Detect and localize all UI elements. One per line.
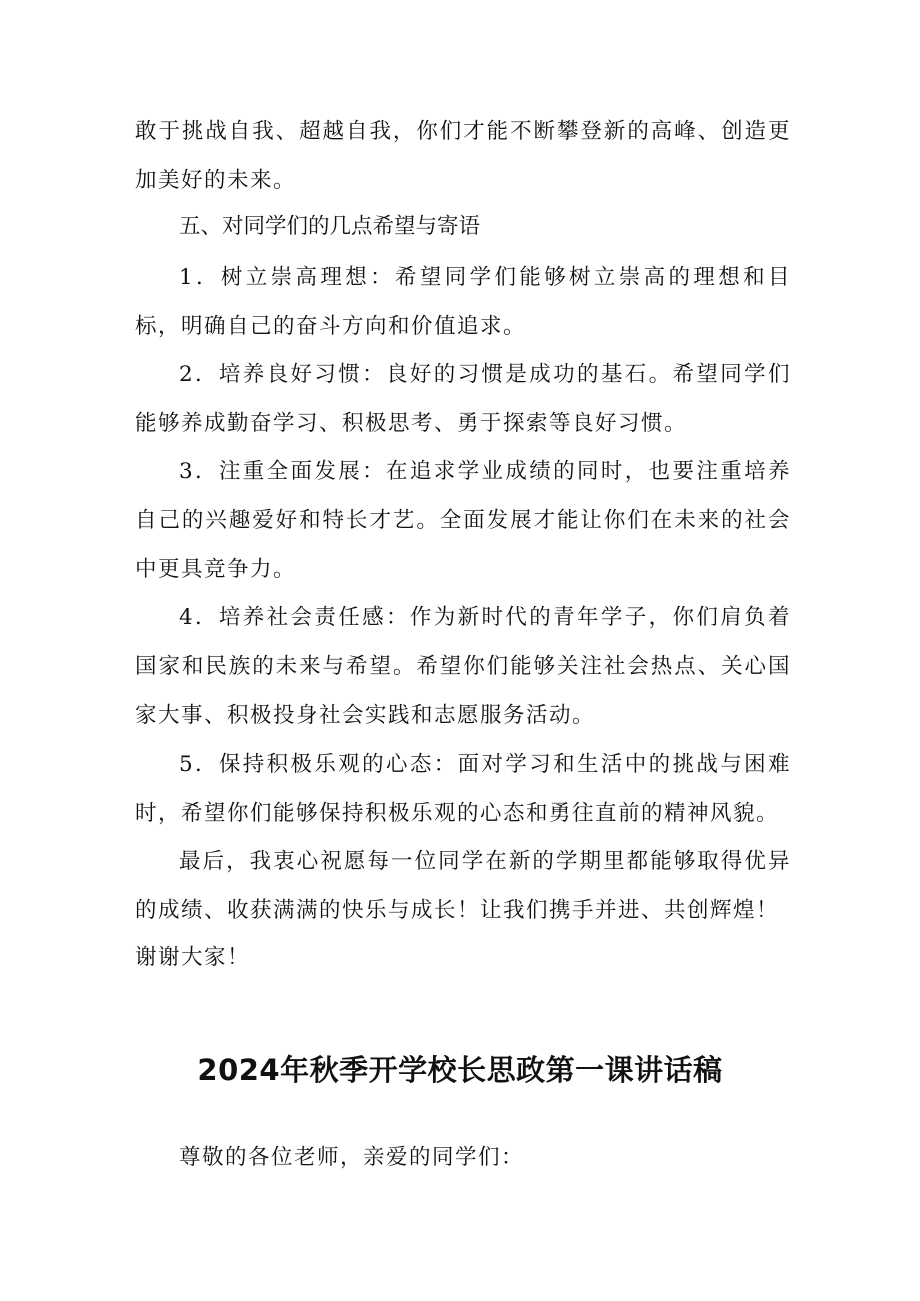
speech-title: 2024年秋季开学校长思政第一课讲话稿 — [197, 1053, 723, 1087]
list-item-4: 4．培养社会责任感：作为新时代的青年学子，你们肩负着国家和民族的未来与希望。希望你们能够关注社会热点、关心国家大事、积极投身社会实践和志愿服务活动。 — [135, 605, 791, 728]
section-heading: 五、对同学们的几点希望与寄语 — [179, 214, 481, 239]
closing-paragraph: 最后，我衷心祝愿每一位同学在新的学期里都能够取得优异的成绩、收获满满的快乐与成长！让我们携手并进、共创辉煌！ — [135, 849, 791, 923]
list-item-5: 5．保持积极乐观的心态：面对学习和生活中的挑战与困难时，希望你们能够保持积极乐观的心态和勇往直前的精神风貌。 — [135, 752, 791, 826]
list-item-3: 3．注重全面发展：在追求学业成绩的同时，也要注重培养自己的兴趣爱好和特长才艺。全面发展才能让你们在未来的社会中更具竞争力。 — [135, 459, 791, 582]
thanks-line: 谢谢大家！ — [135, 945, 251, 970]
list-item-2: 2．培养良好习惯：良好的习惯是成功的基石。希望同学们能够养成勤奋学习、积极思考、勇于探索等良好习惯。 — [135, 362, 791, 436]
list-item-1: 1．树立崇高理想：希望同学们能够树立崇高的理想和目标，明确自己的奋斗方向和价值追求。 — [135, 265, 791, 339]
intro-paragraph: 敢于挑战自我、超越自我，你们才能不断攀登新的高峰、创造更加美好的未来。 — [135, 119, 791, 193]
greeting-line: 尊敬的各位老师，亲爱的同学们： — [179, 1145, 525, 1170]
